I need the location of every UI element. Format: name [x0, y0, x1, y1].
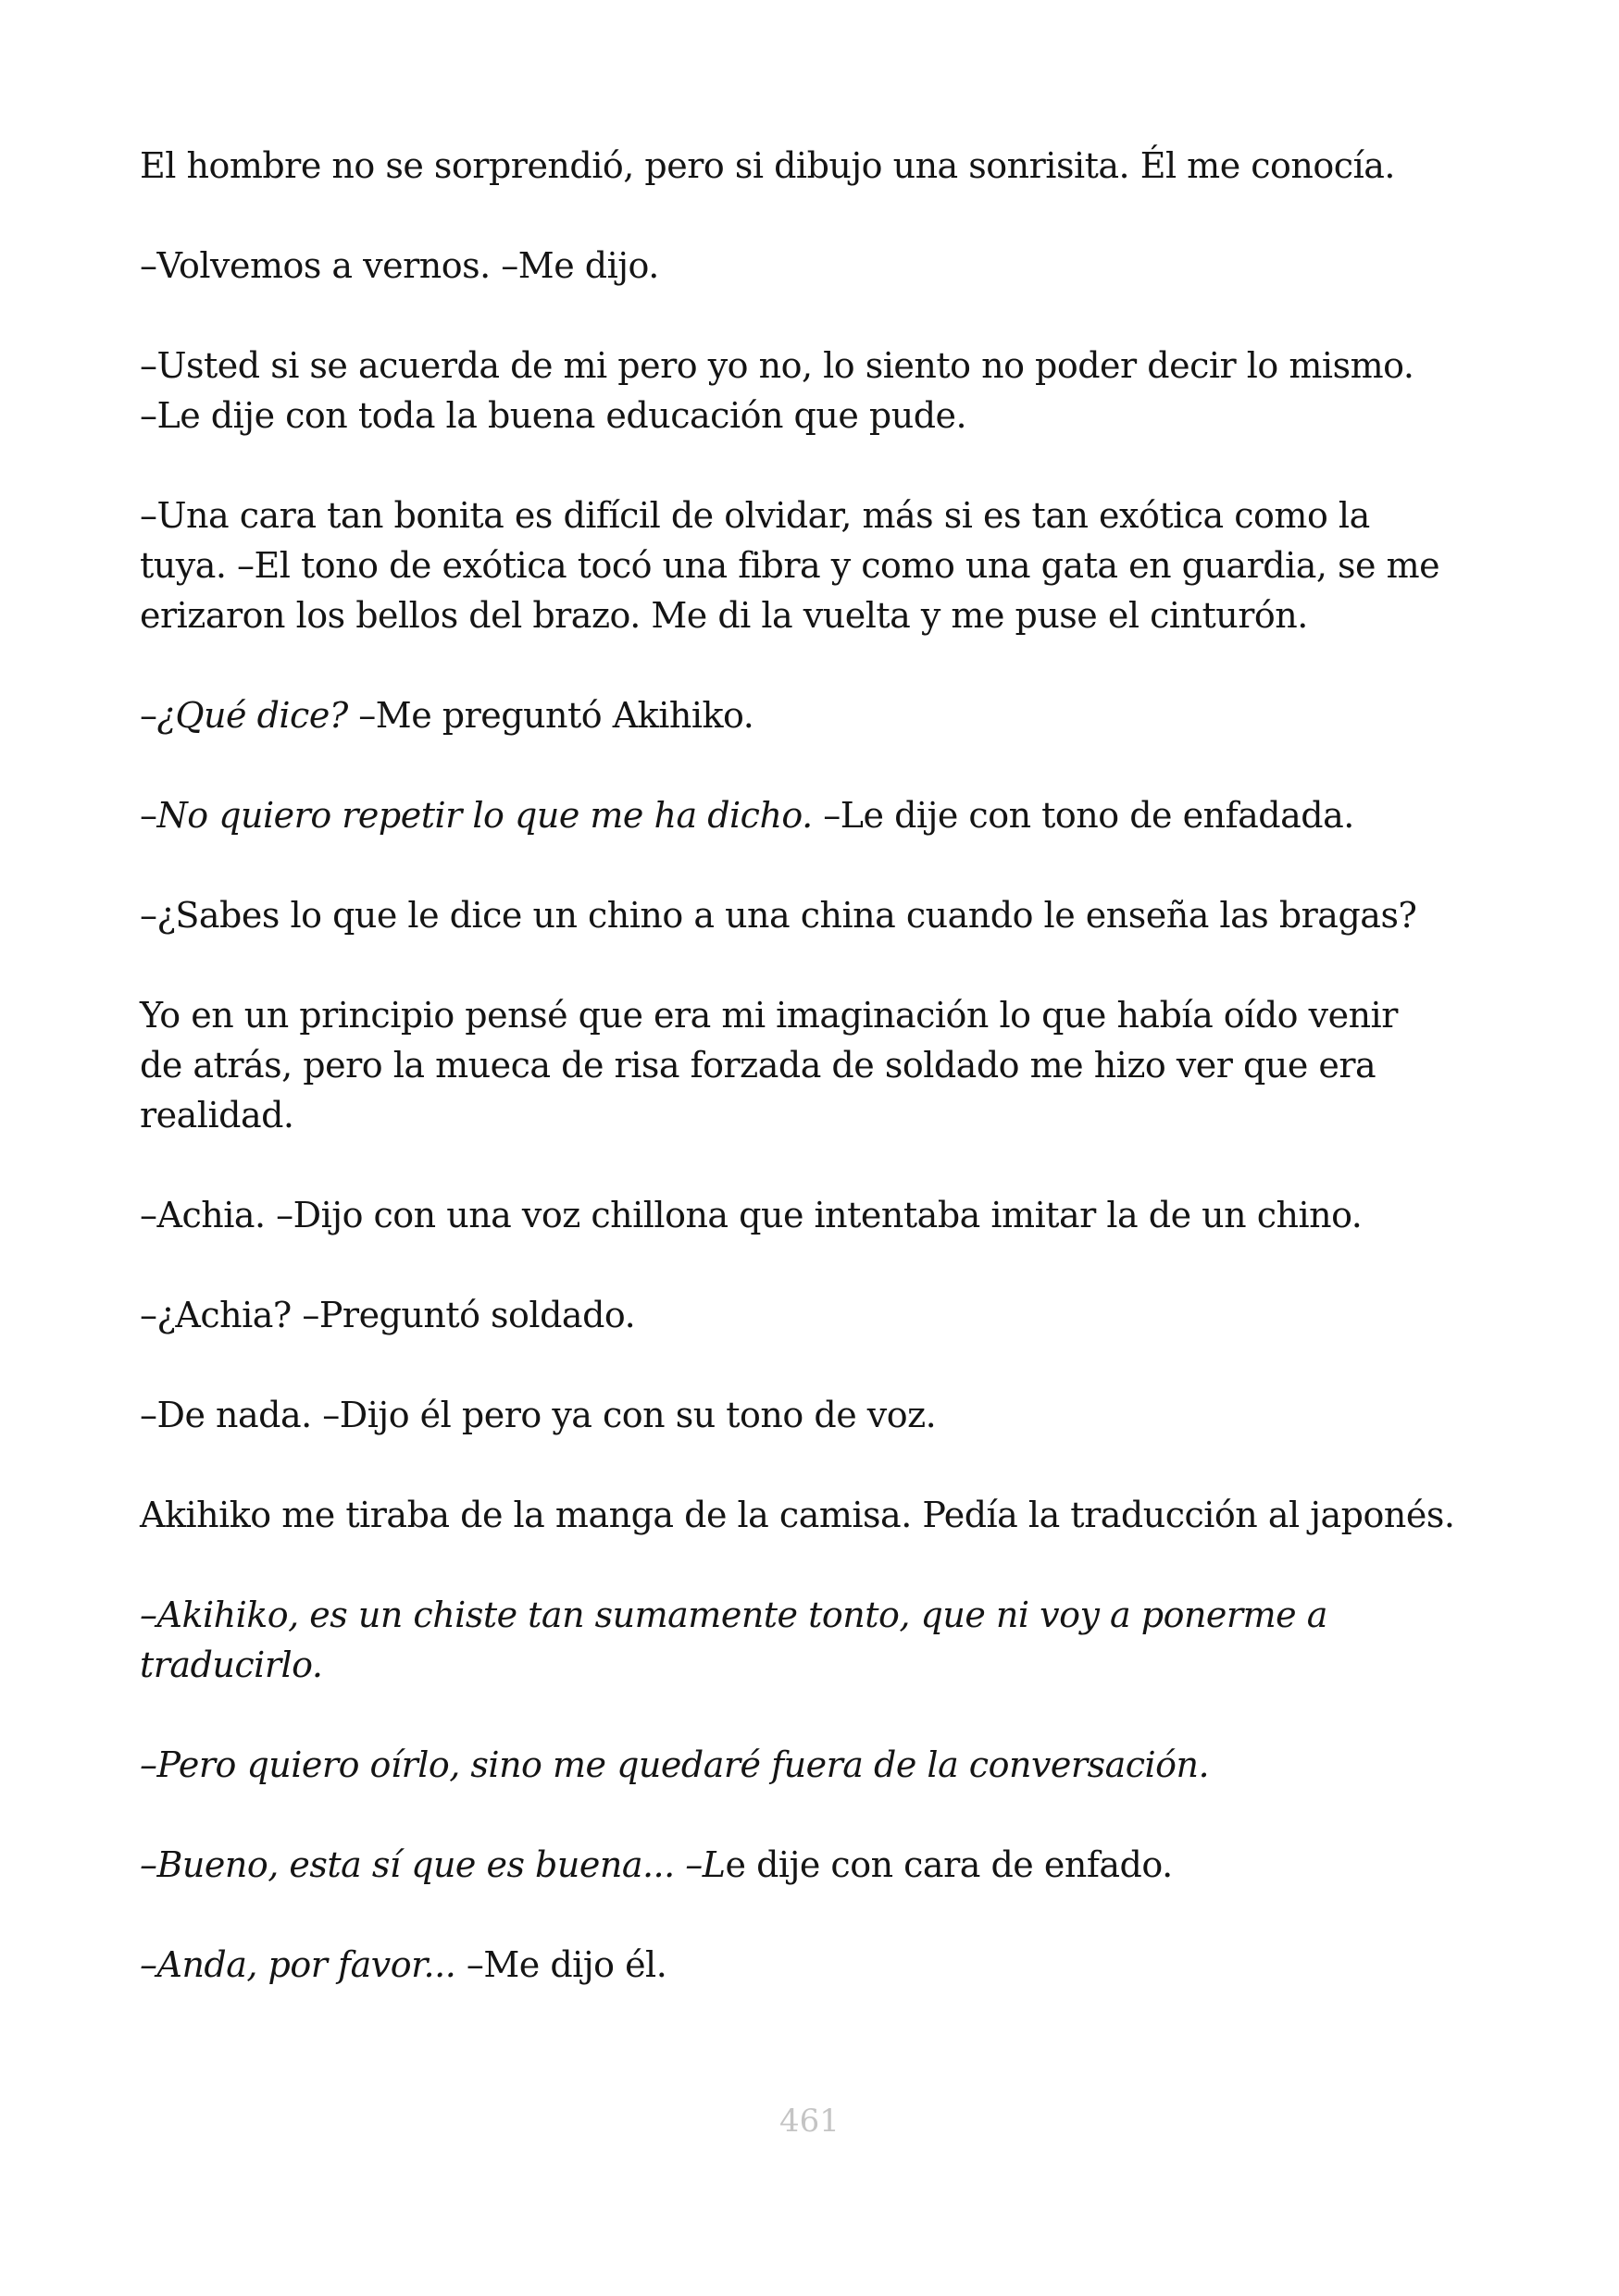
paragraph: [140, 341, 1505, 441]
paragraph: [140, 141, 1505, 191]
text-segment: –Le dije con tono de enfadada.: [812, 795, 1354, 836]
italic-text-segment: No quiero repetir lo que me ha dicho.: [156, 795, 813, 836]
paragraph: [140, 1490, 1505, 1540]
text-segment: –Me dijo él.: [455, 1944, 667, 1985]
italic-text-segment: –Anda, por favor...: [140, 1944, 456, 1985]
paragraph: [140, 1190, 1505, 1240]
text-segment: –Achia. –Dijo con una voz chillona que intentaba imitar la de un chino.: [140, 1195, 1363, 1235]
text-segment: –Me preguntó Akihiko.: [347, 695, 754, 736]
paragraph: [140, 1940, 1505, 1990]
text-segment: –: [140, 695, 157, 736]
paragraph: [140, 790, 1505, 840]
paragraph: [140, 1740, 1505, 1790]
paragraph: [140, 890, 1505, 940]
paragraph: [140, 241, 1505, 291]
italic-text-segment: –Akihiko, es un chiste tan sumamente tonto, que ni voy a ponerme a traducirlo.: [140, 1595, 1327, 1685]
paragraph: [140, 1290, 1505, 1340]
paragraph: [140, 1840, 1505, 1890]
text-segment: –¿Sabes lo que le dice un chino a una china cuando le enseña las bragas?: [140, 895, 1417, 936]
text-segment: –De nada. –Dijo él pero ya con su tono de voz.: [140, 1395, 937, 1435]
text-segment: –: [140, 795, 157, 836]
paragraph: [140, 690, 1505, 740]
italic-text-segment: –Pero quiero oírlo, sino me quedaré fuera de la conversación.: [140, 1744, 1210, 1785]
italic-text-segment: ¿Qué dice?: [156, 695, 348, 736]
body-text: [140, 141, 1505, 2040]
page-number: 461: [779, 2103, 840, 2140]
italic-text-segment: –Bueno, esta sí que es buena... –L: [140, 1844, 726, 1885]
text-segment: –Una cara tan bonita es difícil de olvidar, más si es tan exótica como la tuya. –El tono de exótica tocó una fibra y como una gata en guardia, se me erizaron los bellos del brazo. Me di la vuelta y me puse el cinturón.: [140, 495, 1440, 636]
paragraph: [140, 990, 1505, 1140]
text-segment: Yo en un principio pensé que era mi imaginación lo que había oído venir de atrás, pero la mueca de risa forzada de soldado me hizo ver que era realidad.: [140, 995, 1398, 1136]
paragraph: [140, 1390, 1505, 1440]
paragraph: [140, 490, 1505, 640]
text-segment: –Usted si se acuerda de mi pero yo no, lo siento no poder decir lo mismo. –Le dije con toda la buena educación que pude.: [140, 345, 1414, 436]
text-segment: –Volvemos a vernos. –Me dijo.: [140, 245, 659, 286]
paragraph: [140, 1590, 1505, 1690]
text-segment: –¿Achia? –Preguntó soldado.: [140, 1295, 636, 1335]
text-segment: Akihiko me tiraba de la manga de la camisa. Pedía la traducción al japonés.: [140, 1495, 1455, 1535]
text-segment: e dije con cara de enfado.: [725, 1844, 1173, 1885]
text-segment: El hombre no se sorprendió, pero si dibujo una sonrisita. Él me conocía.: [140, 145, 1395, 186]
